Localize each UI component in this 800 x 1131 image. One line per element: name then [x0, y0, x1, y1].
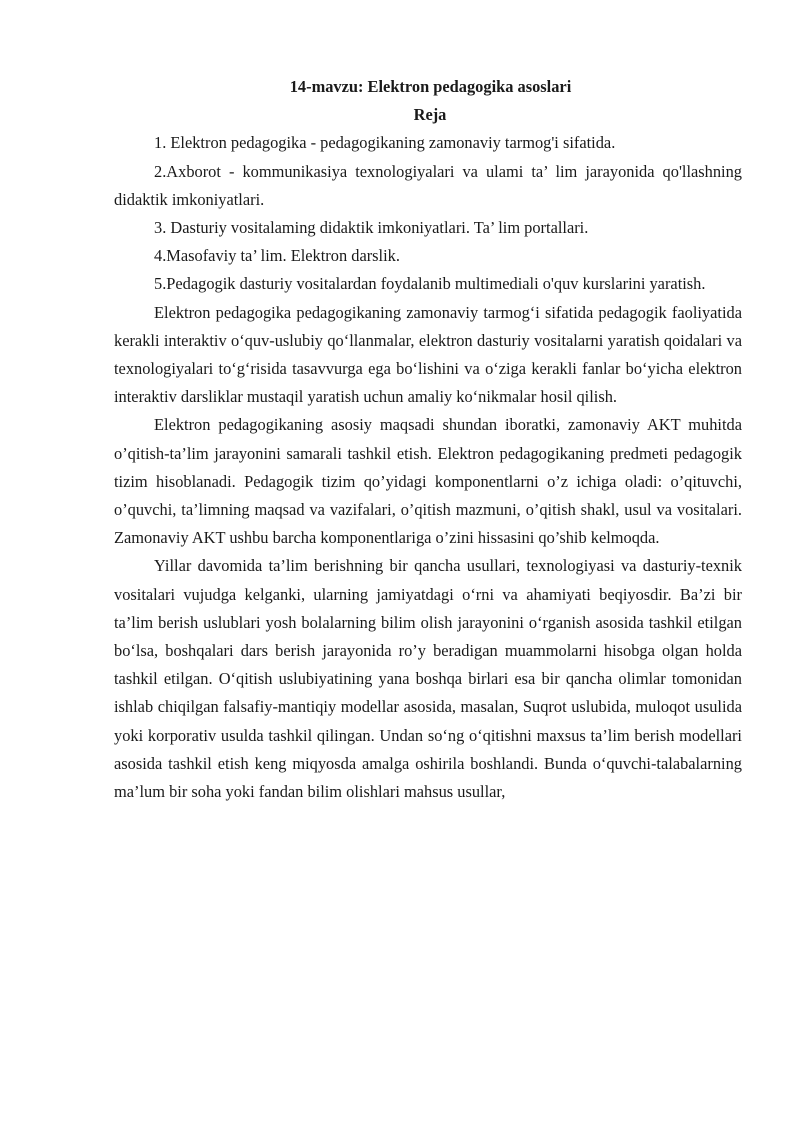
plan-item-4: 4.Masofaviy ta’ lim. Elektron darslik.: [154, 246, 400, 266]
plan-item-1: 1. Elektron pedagogika - pedagogikaning zamonaviy tarmog'i sifatida.: [154, 133, 616, 153]
document-title: 14-mavzu: Elektron pedagogika asoslari: [289, 77, 572, 96]
plan-list: [114, 129, 742, 298]
body-paragraph-1: Elektron pedagogika pedagogikaning zamonaviy tarmog‘i sifatida pedagogik faoliyatida kerakli interaktiv o‘quv-uslubiy qo‘llanmalar, elektron dasturiy vositalarni yaratish qoidalari va texnologiyalari to‘g‘risida tasavvurga ega bo‘lishini va o‘ziga kerakli fanlar bo‘yicha elektron interaktiv darsliklar mustaqil yaratish uchun amaliy ko‘nikmalar hosil qilish.: [114, 302, 742, 407]
plan-item-2: 2.Axborot - kommunikasiya texnologiyalari va ulami ta’ lim jarayonida qo'llashning didaktik imkoniyatlari.: [114, 161, 742, 209]
plan-heading: Reja: [413, 105, 447, 125]
document-page: [114, 73, 742, 806]
plan-item-5: 5.Pedagogik dasturiy vositalardan foydalanib multimediali o'quv kurslarini yaratish.: [154, 274, 706, 294]
body-paragraph-2: Elektron pedagogikaning asosiy maqsadi shundan iboratki, zamonaviy AKT muhitda o’qitish-ta’lim jarayonini samarali tashkil etish. Elektron pedagogikaning predmeti pedagogik tizim hisoblanadi. Pedagogik tizim qo’yidagi komponentlarni o’z ichiga oladi: o’qituvchi, o’quvchi, ta’limning maqsad va vazifalari, o’qitish mazmuni, o’qitish shakl, usul va vositalari. Zamonaviy AKT ushbu barcha komponentlariga o’zini hissasini qo’shib kelmoqda.: [114, 415, 742, 548]
body-paragraph-3: Yillar davomida ta’lim berishning bir qancha usullari, texnologiyasi va dasturiy-texnik vositalari vujudga kelganki, ularning jamiyatdagi o‘rni va ahamiyati beqiyosdir. Ba’zi bir ta’lim berish uslublari yosh bolalarning bilim olish jarayonini o‘rganish asosida tashkil etilgan bo‘lsa, boshqalari dars berish jarayonida ro’y beradigan muammolarni hisobga olgan holda tashkil etilgan. O‘qitish uslubiyatining yana boshqa birlari esa bir qancha olimlar tomonidan ishlab chiqilgan falsafiy-mantiqiy modellar asosida, masalan, Suqrot uslubida, muloqot usulida yoki korporativ usulda tashkil qilingan. Undan so‘ng o‘qitishni maxsus ta’lim berish modellari asosida tashkil etish keng miqyosda amalga oshirila boshlandi. Bunda o‘quvchi-talabalarning ma’lum bir soha yoki fandan bilim olishlari mahsus usullar,: [114, 556, 742, 802]
plan-item-3: 3. Dasturiy vositalaming didaktik imkoniyatlari. Ta’ lim portallari.: [154, 218, 589, 238]
